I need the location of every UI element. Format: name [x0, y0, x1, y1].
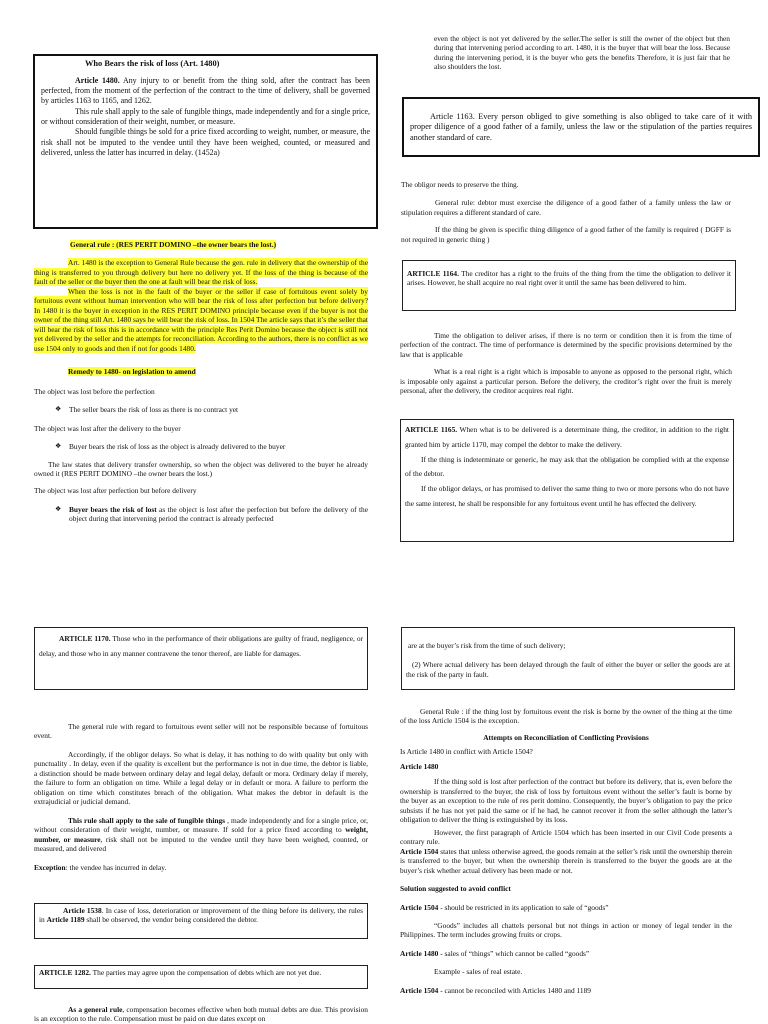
fungible-rule-text: This rule shall apply to the sale of fungible things, made independently and for a single price, or without consideration of their weight, number, or measure.	[41, 106, 370, 126]
top-right-notes-b	[400, 331, 732, 396]
general-rule-compensation: As a general rule, compensation becomes effective when both mutual debts are due. This provision is an exception to the rule. Compensation must be paid on due dates except on	[34, 1005, 368, 1024]
article-1480-para: If the thing sold is lost after perfection of the contract but before its delivery, that is, even before the ownership is transferred to the buyer, the risk of loss by fortuitous event without the seller’s fault is borne by the buyer as an exception to the rule of res perit domino. Consequently, the buyer’s obligation to pay the price subsists if he has not yet paid the same or if he had, he cannot recover it from the seller although the latter’s obligation to deliver the thing is extinguished by its loss.	[400, 777, 732, 825]
lost-after-delivery: The object was lost after the delivery to the buyer	[34, 423, 181, 433]
article-1480-text: Article 1480. Any injury to or benefit from the thing sold, after the contract has been perfected, from the moment of the perfection of the contract to the time of delivery, shall be governed by articles 1163 to 1165, and 1262.	[41, 75, 370, 106]
bullet-buyer-risk: ❖ Buyer bears the risk of lost as the object is lost after the perfection but before the delivery of the object during that intervening period the contract is already perfected	[55, 505, 368, 524]
article-1538-box: Article 1538. In case of loss, deterioration or improvement of the thing before its delivery, the rules in Article 1189 shall be observed, the vendor being considered the debtor.	[34, 903, 368, 939]
solution-1504-goods: Article 1504 - should be restricted in its application to sale of “goods”	[400, 902, 609, 912]
exception-line: Exception: the vendee has incurred in delay.	[34, 862, 167, 872]
article-1164-box: ARTICLE 1164. The creditor has a right to the fruits of the thing from the time the obligation to deliver it arises. However, he shall acquire no real right over it until the same has been delivered to him.	[402, 260, 736, 311]
article-1480-heading: Article 1480	[400, 761, 439, 771]
goods-definition: “Goods” includes all chattels personal but not things in action or money of legal tender in the Philippines. The term includes growing fruits or crops.	[400, 920, 732, 940]
law-delivery-para: The law states that delivery transfer ownership, so when the object was delivered to the buyer he already owned it (RES PERIT DOMINO –the owner bears the lost.)	[34, 459, 368, 478]
real-right-para: What is a real right is a right which is imposable to anyone as opposed to the personal right, which is imposable only against a particular person. Before the delivery, the creditor’s right over the fruit is merely personal, after the delivery, the creditor acquires real right.	[400, 367, 732, 396]
general-fortuitous-para: The general rule with regard to fortuitous event seller will not be responsible because of fortuitous event.	[34, 722, 368, 741]
general-rule-diligence: General rule: debtor must exercise the diligence of a good father of a family unless the law or stipulation requires a different standard of care.	[401, 198, 731, 217]
lost-before-perfection: The object was lost before the perfection	[34, 386, 155, 396]
attempts-heading: Attempts on Reconciliation of Conflicting Provisions	[483, 732, 649, 742]
top-right-intro: even the object is not yet delivered by the seller.The seller is still the owner of the object but then during that intervening period according to art. 1480, it is the buyer that will bear the loss. Because during the intervening period, it is the buyer who gets the benefits Therefore, it is just fair that he also shoulders the lost.	[434, 34, 730, 72]
delivery-risk-box: are at the buyer’s risk from the time of such delivery; (2) Where actual delivery has been delayed through the fault of either the buyer or seller the goods are at the risk of the party in fault.	[401, 627, 735, 690]
solution-heading: Solution suggested to avoid conflict	[400, 884, 511, 894]
article-1282-box: ARTICLE 1282. The parties may agree upon the compensation of debts which are not yet due.	[34, 965, 368, 989]
article-1165-box: ARTICLE 1165. When what is to be delivered is a determinate thing, the creditor, in addition to the right granted him by article 1170, may compel the debtor to make the delivery. If the thing is indeterminate or generic, he may ask that the obligation be complied with at the expense of the debtor. If the obligor delays, or has promised to deliver the same thing to two or more persons who do not have the same interest, he shall be responsible for any fortuitous event until he has effected the delivery.	[400, 419, 734, 542]
top-left-notes	[34, 240, 368, 524]
bottom-left-notes	[34, 722, 368, 872]
specific-thing-para: If the thing be given is specific thing diligence of a good father of the family is required ( DGFF is not required in generic thing )	[401, 225, 731, 244]
bullet-buyer-bears: ❖ Buyer bears the risk of loss as the object is already delivered to the buyer	[55, 442, 368, 451]
general-rule-heading: General rule : (RES PERIT DOMINO –the owner bears the lost.)	[70, 240, 277, 249]
highlight-para-2: When the loss is not in the fault of the buyer or the seller if case of fortuitous event solely by fortuitous event without human intervention who will bear the risk of loss after perfection but before delivery? In 1480 it is the buyer in exception in the RES PERIT DOMINO principle because even if the buyer is not the owner of the thing still Art. 1480 says he will bear the risk of loss. In 1504 The article says that it’s the seller that will bear the risk of loss this is in accordance with the principle Res Perit Domino because the object is still not yet delivered by the seller and the attempts for reconciliation. According to the authors, there is no conflict as we use 1504 only to goods and then if not for goods 1480.	[34, 286, 368, 353]
solution-1504-irreconcilable: Article 1504 - cannot be reconciled with Articles 1480 and 1189	[400, 985, 592, 995]
section-title: Who Bears the risk of loss (Art. 1480)	[85, 59, 220, 68]
solution-1480-things: Article 1480 - sales of “things” which cannot be called “goods”	[400, 948, 590, 958]
however-para: However, the first paragraph of Article 1504 which has been inserted in our Civil Code presents a contrary rule.	[400, 827, 732, 847]
remedy-heading: Remedy to 1480- on legislation to amend	[68, 367, 196, 377]
obligor-line: The obligor needs to preserve the thing.	[401, 180, 519, 189]
general-rule-owner: General Rule : if the thing lost by fortuitous event the risk is borne by the owner of the thing at the time of the loss Article 1504 is the exception.	[400, 707, 732, 726]
bottom-right-notes	[400, 707, 732, 995]
article-1163-box: Article 1163. Every person obliged to give something is also obliged to take care of it with proper diligence of a good father of a family, unless the law or the stipulation of the parties requires another standard of care.	[402, 97, 760, 157]
fungible-rule-para: This rule shall apply to the sale of fungible things , made independently and for a single price, or, without consideration of their weight, number, or measure. If sold for a price fixed according to weight, number, or measure, risk shall not be imputed to the vendee until they have been weighed, counted, or measured, and delivered	[34, 815, 368, 854]
delay-para: Accordingly, if the obligor delays. So what is delay, it has nothing to do with quality but only with punctuality . In delay, even if the quality is excellent but the performance is not in due time, the debtor is liable, a distinction should be made between ordinary delay and legal delay, default or mora. Ordinary delay if merely, the failure to form an obligation on time. While a legal delay or in default or mora. A failure to perform the obligation on time which constitutes breach of the obligation. What makes the debtor in default is the extrajudicial or judicial demand.	[34, 749, 368, 807]
top-right-notes-a	[401, 180, 731, 244]
time-obligation-para: Time the obligation to deliver arises, if there is no term or condition then it is from the time of perfection of the contract. The time of performance is determined by the specific provisions determined by the law that is applicable	[400, 331, 732, 359]
conflict-question: Is Article 1480 in conflict with Article 1504?	[400, 747, 533, 757]
article-1480-box	[33, 54, 378, 229]
article-1170-box: ARTICLE 1170. Those who in the performance of their obligations are guilty of fraud, negligence, or delay, and those who in any manner contravene the tenor thereof, are liable for damages.	[34, 627, 368, 690]
highlight-para-1: Art. 1480 is the exception to General Rule because the gen. rule in delivery that the ownership of the thing is transferred to you through delivery but here no delivery yet. If the loss of the thing is because of the fault of the seller or the buyer then the one at fault will bear the risk of loss.	[34, 258, 368, 287]
article-1504-para: Article 1504 states that unless otherwise agreed, the goods remain at the seller’s risk until the ownership therein is transferred to the buyer, but when the ownership therein is transferred to the buyer the goods are at the buyer’s risk whether actual delivery has been made or not.	[400, 846, 732, 875]
fungible-weight-text: Should fungible things be sold for a price fixed according to weight, number, or measure, the risk shall not be imputed to the vendee until they have been weighed, counted, or measured and delivered, unless the latter has incurred in delay. (1452a)	[41, 127, 370, 157]
lost-after-perfection: The object was lost after perfection but before delivery	[34, 486, 197, 496]
bullet-seller-bears: ❖ The seller bears the risk of loss as there is no contract yet	[55, 405, 368, 414]
example-line: Example - sales of real estate.	[434, 967, 523, 977]
